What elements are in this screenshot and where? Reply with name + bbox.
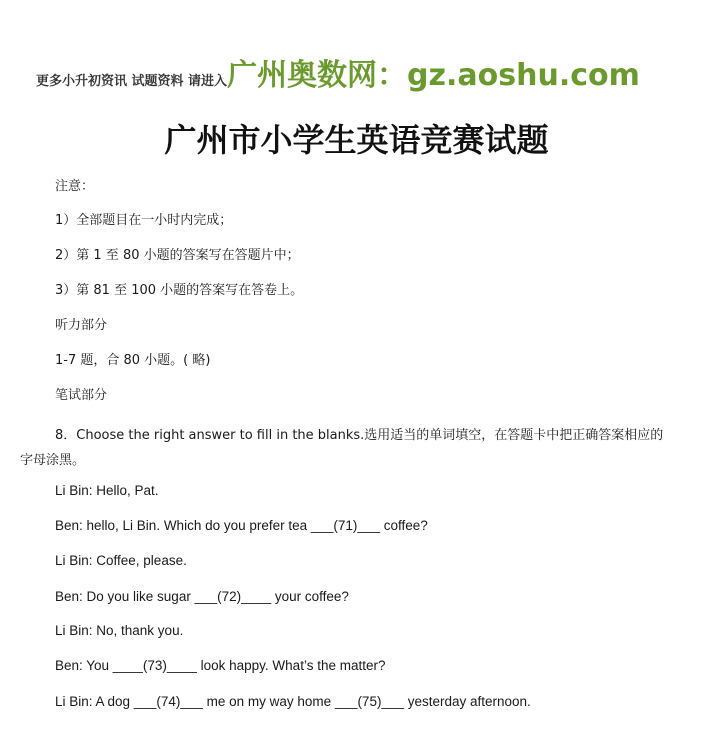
- note-item-3: 3）第 81 至 100 小题的答案写在答卷上。: [55, 283, 304, 298]
- dialogue-line: Ben: Do you like sugar ___(72)____ your coffee?: [55, 589, 349, 604]
- listening-heading: 听力部分: [55, 318, 108, 333]
- dialogue-line: Li Bin: Hello, Pat.: [55, 483, 159, 498]
- note-item-2: 2）第 1 至 80 小题的答案写在答题片中；: [55, 248, 300, 263]
- promo-text: 更多小升初资讯 试题资料 请进入: [36, 74, 228, 89]
- written-heading: 笔试部分: [55, 388, 108, 403]
- dialogue-line: Ben: hello, Li Bin. Which do you prefer tea ___(71)___ coffee?: [55, 518, 428, 533]
- notes-heading: 注意：: [55, 179, 95, 194]
- page-title: 广州市小学生英语竞赛试题: [164, 121, 549, 159]
- question-8-instruction: 8．Choose the right answer to fill in the blanks.选用适当的单词填空，在答题卡中把正确答案相应的字母涂黑。: [20, 428, 664, 468]
- dialogue-line: Ben: You ____(73)____ look happy. What’s the matter?: [55, 658, 386, 673]
- site-link[interactable]: 广州奥数网：gz.aoshu.com: [227, 58, 640, 93]
- dialogue-line: Li Bin: No, thank you.: [55, 623, 184, 638]
- note-item-1: 1）全部题目在一小时内完成；: [55, 213, 233, 228]
- promo-banner[interactable]: [36, 50, 640, 94]
- dialogue-line: Li Bin: A dog ___(74)___ me on my way home ___(75)___ yesterday afternoon.: [55, 694, 531, 709]
- dialogue-line: Li Bin: Coffee, please.: [55, 553, 187, 568]
- listening-text: 1-7 题，合 80 小题。( 略): [55, 353, 211, 368]
